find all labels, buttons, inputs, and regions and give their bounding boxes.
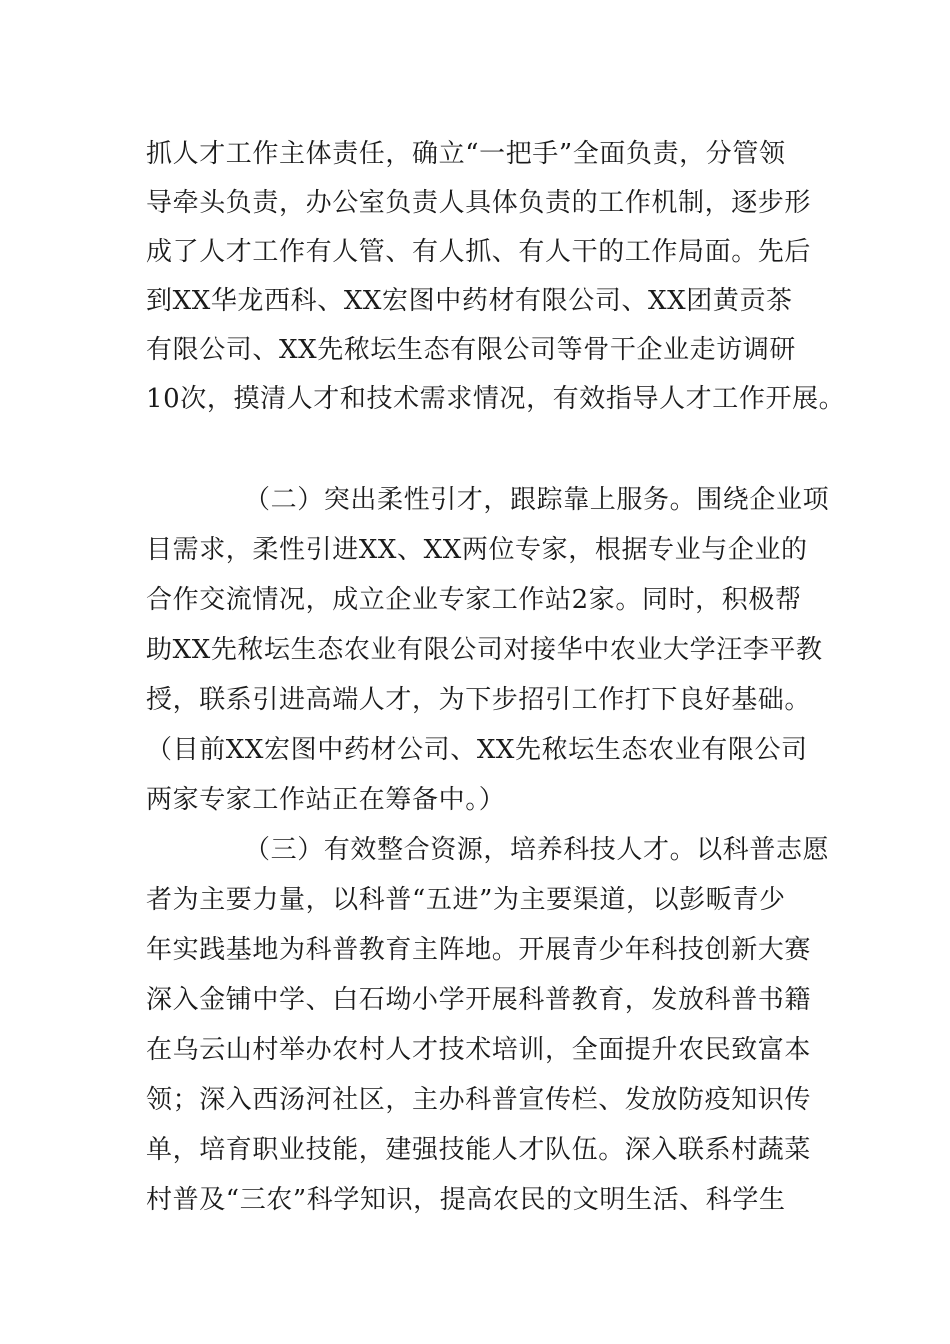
paragraph-line: 目需求，柔性引进XX、XX两位专家，根据专业与企业的 [146, 535, 808, 565]
paragraph-line: 合作交流情况，成立企业专家工作站2家。同时，积极帮 [146, 585, 802, 615]
paragraph-line: 深入金铺中学、白石坳小学开展科普教育，发放科普书籍 [146, 985, 812, 1015]
paragraph-line: 到XX华龙西科、XX宏图中药材有限公司、XX团黄贡茶 [146, 286, 793, 316]
paragraph-line: （目前XX宏图中药材公司、XX先秾坛生态农业有限公司 [146, 735, 808, 765]
paragraph-line: 年实践基地为科普教育主阵地。开展青少年科技创新大赛 [146, 935, 812, 965]
paragraph-line: 导牵头负责，办公室负责人具体负责的工作机制，逐步形 [146, 188, 812, 218]
paragraph-line: 两家专家工作站正在筹备中。） [146, 785, 506, 815]
paragraph-line: （二）突出柔性引才，跟踪靠上服务。围绕企业项 [244, 485, 830, 515]
paragraph-line: 领；深入西汤河社区，主办科普宣传栏、发放防疫知识传 [146, 1085, 812, 1115]
paragraph-line: 者为主要力量，以科普“五进”为主要渠道，以彭畈青少 [146, 885, 786, 915]
paragraph-line: 单，培育职业技能，建强技能人才队伍。深入联系村蔬菜 [146, 1135, 812, 1165]
paragraph-line: 授，联系引进高端人才，为下步招引工作打下良好基础。 [146, 685, 812, 715]
paragraph-line: 抓人才工作主体责任，确立“一把手”全面负责，分管领 [146, 139, 786, 169]
paragraph-line: （三）有效整合资源，培养科技人才。以科普志愿 [244, 835, 830, 865]
paragraph-line: 村普及“三农”科学知识，提高农民的文明生活、科学生 [146, 1185, 786, 1215]
paragraph-line: 10次，摸清人才和技术需求情况，有效指导人才工作开展。 [146, 384, 846, 414]
paragraph-line: 在乌云山村举办农村人才技术培训，全面提升农民致富本 [146, 1035, 812, 1065]
paragraph-line: 有限公司、XX先秾坛生态有限公司等骨干企业走访调研 [146, 335, 797, 365]
paragraph-line: 成了人才工作有人管、有人抓、有人干的工作局面。先后 [146, 237, 812, 267]
paragraph-line: 助XX先秾坛生态农业有限公司对接华中农业大学汪李平教 [146, 635, 823, 665]
